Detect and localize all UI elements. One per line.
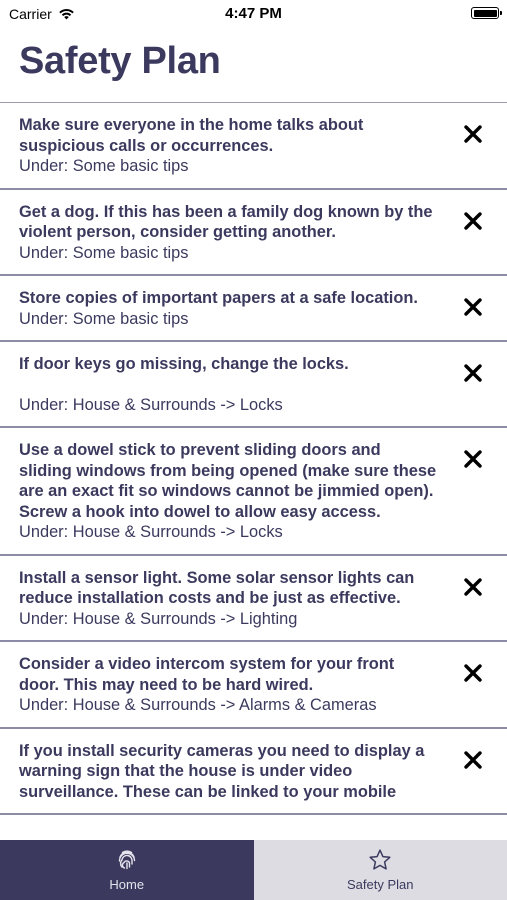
item-category: Under: Some basic tips <box>19 157 189 175</box>
remove-button[interactable] <box>462 662 484 684</box>
list-item <box>0 190 507 277</box>
list-item <box>0 642 507 729</box>
item-text: If you install security cameras you need to display a warning sign that the house is under video surveillance. These can be linked to your mobile <box>19 741 425 801</box>
item-category: Under: House & Surrounds -> Locks <box>19 523 283 541</box>
close-icon <box>464 578 482 596</box>
item-text: Make sure everyone in the home talks about suspicious calls or occurrences. <box>19 116 364 155</box>
status-bar <box>0 0 507 28</box>
item-category: Under: House & Surrounds -> Lighting <box>19 609 298 628</box>
tab-bar <box>0 840 507 900</box>
list-item <box>0 342 507 428</box>
list-item <box>0 103 507 190</box>
safety-plan-list[interactable] <box>0 102 507 841</box>
item-category: Under: Some basic tips <box>19 243 189 262</box>
remove-button[interactable] <box>462 448 484 470</box>
remove-button[interactable] <box>462 576 484 598</box>
clock: 4:47 PM <box>225 5 282 22</box>
remove-button[interactable] <box>462 123 484 145</box>
list-item <box>0 556 507 643</box>
item-text: Use a dowel stick to prevent sliding doors and sliding windows from being opened (make sure these are an exact fit so windows cannot be jimmied open). Screw a hook into dowel to allow easy access. <box>19 441 437 521</box>
item-category: Under: House & Surrounds -> Locks <box>19 395 283 414</box>
item-text: Store copies of important papers at a safe location. <box>19 289 418 307</box>
tab-safety-plan-label: Safety Plan <box>347 877 414 892</box>
item-category: Under: Some basic tips <box>19 309 189 328</box>
fingerprint-icon <box>115 848 139 872</box>
close-icon <box>464 212 482 230</box>
close-icon <box>464 450 482 468</box>
list-item <box>0 428 507 556</box>
item-text: If door keys go missing, change the locks. <box>19 355 349 373</box>
page-title: Safety Plan <box>19 40 221 82</box>
close-icon <box>464 364 482 382</box>
item-category: Under: House & Surrounds -> Alarms & Cameras <box>19 696 377 714</box>
close-icon <box>464 751 482 769</box>
battery-icon <box>471 7 499 19</box>
close-icon <box>464 125 482 143</box>
close-icon <box>464 298 482 316</box>
item-text: Install a sensor light. Some solar sensor lights can reduce installation costs and be just as effective. <box>19 568 415 607</box>
star-icon <box>368 848 392 872</box>
carrier-label: Carrier <box>9 6 52 22</box>
remove-button[interactable] <box>462 749 484 771</box>
item-text: Get a dog. If this has been a family dog known by the violent person, consider getting another. <box>19 202 433 241</box>
item-text: Consider a video intercom system for your front door. This may need to be hard wired. <box>19 655 395 694</box>
tab-home[interactable] <box>0 840 254 900</box>
remove-button[interactable] <box>462 362 484 384</box>
remove-button[interactable] <box>462 210 484 232</box>
tab-home-label: Home <box>109 877 145 892</box>
list-item <box>0 276 507 342</box>
close-icon <box>464 664 482 682</box>
list-item <box>0 729 507 816</box>
tab-safety-plan[interactable] <box>254 840 507 900</box>
remove-button[interactable] <box>462 296 484 318</box>
